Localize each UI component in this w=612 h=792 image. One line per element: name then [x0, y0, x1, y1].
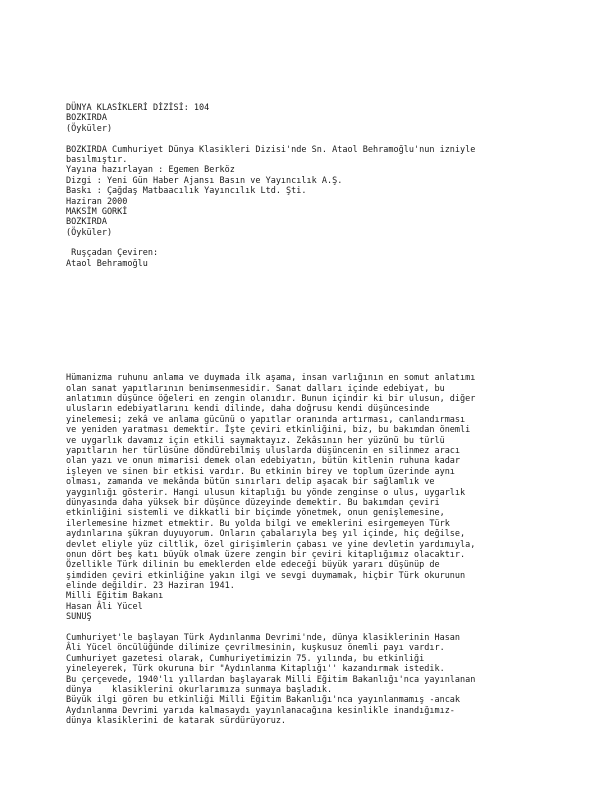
- translator-label: Ruşçadan Çeviren:: [66, 248, 159, 259]
- foreword-line: yaygınlığı gösterir. Hangi ulusun kitaplığı bu yönde zenginse o ulus, uygarlık: [66, 487, 466, 498]
- foreword-line: Hümanizma ruhunu anlama ve duymada ilk aşama, insan varlığının en somut anlatımı: [66, 373, 476, 384]
- book-title-repeat: BOZKIRDA: [66, 217, 107, 228]
- editor-line: Yayına hazırlayan : Egemen Berköz: [66, 165, 235, 176]
- foreword-line: ilerlemesine hizmet etmektir. Bu yolda bilgi ve emeklerini esirgemeyen Türk: [66, 518, 450, 529]
- foreword-line: devlet eliyle yüz ciltlik, özel girişimlerin çabası ve yine devletin yardımıyla,: [66, 539, 476, 550]
- foreword-line: ve uygarlık davamız için etkili saymaktayız. Zekâsının her yüzünü bu türlü: [66, 435, 445, 446]
- book-title: BOZKIRDA: [66, 113, 107, 124]
- publication-credits: [66, 145, 546, 239]
- foreword-line: aydınlarına şükran duyuyorum. Onların çabalarıyla beş yıl içinde, hiç değilse,: [66, 529, 466, 540]
- foreword-line: anlatımın düşünce öğeleri en zengin olanıdır. Bunun içindir ki bir ulusun, diğer: [66, 394, 476, 405]
- date-line: Haziran 2000: [66, 196, 128, 207]
- signatory-title: Milli Eğitim Bakanı: [66, 591, 164, 602]
- translator-name: Ataol Behramoğlu: [66, 258, 148, 269]
- foreword-line: ulusların edebiyatlarını kendi dilinde, daha doğrusu kendi düşüncesinde: [66, 404, 430, 415]
- book-genre: (Öyküler): [66, 123, 113, 134]
- foreword-line: yinelemesi; zekâ ve anlama gücünü o yapıtlar oranında artırması, canlandırması: [66, 414, 466, 425]
- typesetting-line: Dizgi : Yeni Gün Haber Ajansı Basın ve Yayıncılık A.Ş.: [66, 175, 343, 186]
- foreword-text: [66, 373, 546, 622]
- credits-line: BOZKIRDA Cumhuriyet Dünya Klasikleri Dizisi'nde Sn. Ataol Behramoğlu'nun izniyle: [66, 144, 476, 155]
- presentation-line: Büyük ilgi gören bu etkinliği Milli Eğitim Bakanlığı'nca yayınlanmamış -ancak: [66, 695, 461, 706]
- foreword-date: elinde değildir. 23 Haziran 1941.: [66, 581, 235, 592]
- foreword-line: ve yeniden yaratması demektir. İşte çeviri etkinliğini, biz, bu bakımdan önemli: [66, 425, 471, 436]
- signatory-name: Hasan Âli Yücel: [66, 601, 143, 612]
- foreword-line: olması, zamanda ve mekânda bütün sınırları delip aşacak bir sağlamlık ve: [66, 477, 435, 488]
- presentation-line: Cumhuriyet gazetesi olarak, Cumhuriyetimizin 75. yılında, bu etkinliği: [66, 653, 425, 664]
- presentation-line: dünya klasiklerini okurlarımıza sunmaya başladık.: [66, 684, 333, 695]
- author-name: MAKSİM GORKİ: [66, 206, 128, 217]
- presentation-line: Aydınlanma Devrimi yarıda kalmasaydı yayınlanacağına kesinlikle inandığımız-: [66, 705, 455, 716]
- series-title: DÜNYA KLASİKLERİ DİZİSİ: 104: [66, 103, 210, 113]
- foreword-line: Özellikle Türk dilinin bu emeklerden elde edeceği büyük yararı düşünüp de: [66, 560, 440, 571]
- book-genre-repeat: (Öyküler): [66, 227, 113, 238]
- presentation-line: yineleyerek, Türk okuruna bir "Aydınlanma Kitaplığı'' kazandırmak istedik.: [66, 664, 445, 675]
- presentation-text: [66, 633, 546, 727]
- credits-line: basılmıştır.: [66, 154, 128, 165]
- foreword-line: olan sanat yapıtlarının benimsenmesidir. Sanat dalları içinde edebiyat, bu: [66, 383, 445, 394]
- foreword-line: onun dört beş katı büyük olmak üzere zengin bir çeviri kitaplığımız olacaktır.: [66, 549, 466, 560]
- foreword-line: etkinliğini sistemli ve dikkatli bir biçimde yönetmek, onun genişlemesine,: [66, 508, 445, 519]
- presentation-line: Bu çerçevede, 1940'lı yıllardan başlayarak Milli Eğitim Bakanlığı'nca yayınlanan: [66, 674, 476, 685]
- document-page: [66, 103, 546, 727]
- foreword-line: olan yazı ve onun mimarisi demek olan edebiyatın, bütün kitlenin ruhuna kadar: [66, 456, 461, 467]
- presentation-line: dünya klasiklerini de katarak sürdürüyoruz.: [66, 716, 287, 727]
- foreword-line: işleyen ve sinen bir etkisi vardır. Bu etkinin birey ve toplum üzerinde aynı: [66, 466, 455, 477]
- foreword-line: dünyasında daha yüksek bir düşünce düzeyinde demektir. Bu bakımdan çeviri: [66, 497, 440, 508]
- presentation-line: Âli Yücel öncülüğünde dilimize çevrilmesinin, kuşkusuz önemli payı vardır.: [66, 643, 445, 654]
- foreword-line: yapıtların her türlüsüne döndürebilmiş uluslarda düşüncenin en silinmez aracı: [66, 445, 461, 456]
- translator-info: [66, 248, 546, 269]
- foreword-line: şimdiden çeviri etkinliğine yakın ilgi ve sevgi duymamak, hiçbir Türk okurunun: [66, 570, 466, 581]
- series-header: [66, 103, 546, 134]
- section-heading: SUNUŞ: [66, 612, 92, 623]
- printing-line: Baskı : Çağdaş Matbaacılık Yayıncılık Ltd. Şti.: [66, 186, 307, 197]
- presentation-line: Cumhuriyet'le başlayan Türk Aydınlanma Devrimi'nde, dünya klasiklerinin Hasan: [66, 633, 461, 644]
